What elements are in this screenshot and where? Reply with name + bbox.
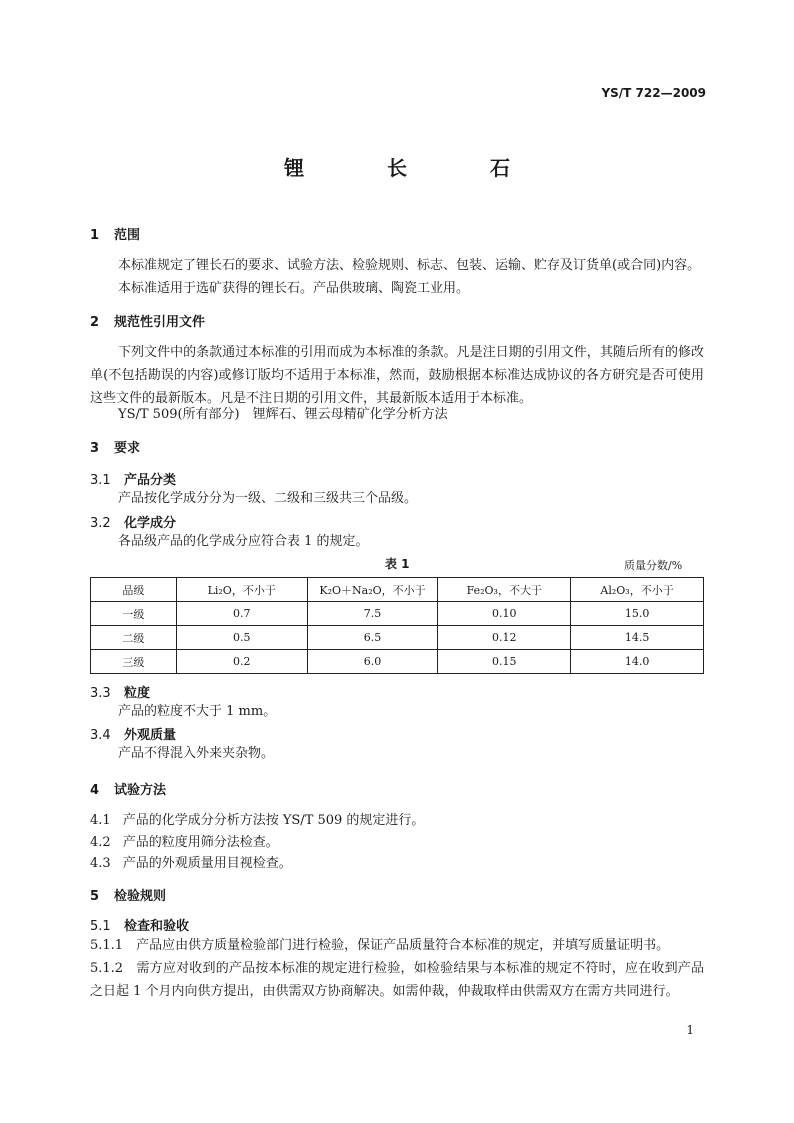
clause-text: 产品的粒度用筛分法检查。 (122, 835, 279, 850)
section-title: 要求 (114, 441, 141, 456)
table-cell: 一级 (91, 602, 177, 626)
page-number: 1 (686, 1023, 694, 1037)
header-k2o-na2o: K₂O＋Na₂O，不小于 (307, 578, 438, 602)
section-number: 1 (90, 228, 100, 243)
section-2-heading (90, 311, 205, 330)
subsection-title: 外观质量 (124, 728, 177, 743)
section-number: 3 (90, 441, 100, 456)
section-1-paragraph-1: 本标准规定了锂长石的要求、试验方法、检验规则、标志、包装、运输、贮存及订货单(或合同)内容。 (118, 258, 701, 273)
standard-code: YS/T 722—2009 (601, 86, 706, 100)
section-title: 检验规则 (114, 889, 167, 904)
clause-5-1-2 (90, 957, 704, 1003)
header-fe2o3: Fe₂O₃，不大于 (438, 578, 571, 602)
table-cell: 二级 (91, 626, 177, 650)
table-row (91, 602, 704, 626)
table-cell: 0.12 (438, 626, 571, 650)
table-cell: 14.5 (571, 626, 704, 650)
table-cell: 6.0 (307, 650, 438, 674)
clause-number: 4.1 (90, 813, 111, 828)
clause-4-2 (90, 831, 279, 850)
section-1-paragraph-2: 本标准适用于选矿获得的锂长石。产品供玻璃、陶瓷工业用。 (118, 281, 470, 296)
section-1-heading (90, 224, 140, 243)
subsection-number: 3.2 (90, 516, 111, 531)
section-3-heading (90, 437, 140, 456)
clause-4-1 (90, 809, 424, 828)
subsection-5-1-heading (90, 915, 189, 934)
clause-text: 产品应由供方质量检验部门进行检验，保证产品质量符合本标准的规定，并填写质量证明书。 (136, 938, 670, 953)
subsection-3-4-text: 产品不得混入外来夹杂物。 (118, 746, 275, 761)
subsection-3-1-text: 产品按化学成分分为一级、二级和三级共三个品级。 (118, 491, 418, 506)
section-5-heading (90, 885, 166, 904)
header-li2o: Li₂O，不小于 (176, 578, 307, 602)
subsection-number: 3.1 (90, 473, 111, 488)
section-title: 范围 (114, 228, 141, 243)
subsection-title: 产品分类 (124, 473, 177, 488)
section-2-paragraph: 下列文件中的条款通过本标准的引用而成为本标准的条款。凡是注日期的引用文件，其随后所有的修改单(不包括勘误的内容)或修订版均不适用于本标准，然而，鼓励根据本标准达成协议的各方研究是否可使用这些文件的最新版本。凡是不注日期的引用文件，其最新版本适用于本标准。 (90, 345, 704, 406)
section-number: 2 (90, 315, 100, 330)
subsection-3-3-heading (90, 682, 150, 701)
subsection-3-3-text: 产品的粒度不大于 1 mm。 (118, 704, 277, 719)
normative-reference: YS/T 509(所有部分) 锂辉石、锂云母精矿化学分析方法 (118, 407, 448, 422)
clause-number: 4.2 (90, 835, 111, 850)
table-unit: 质量分数/% (624, 559, 683, 572)
section-4-heading (90, 779, 166, 798)
subsection-title: 检查和验收 (124, 919, 190, 934)
clause-number: 4.3 (90, 856, 111, 871)
subsection-number: 3.4 (90, 728, 111, 743)
clause-5-1-1 (90, 934, 704, 957)
table-cell: 0.2 (176, 650, 307, 674)
chemical-composition-table (90, 577, 704, 674)
header-al2o3: Al₂O₃，不小于 (571, 578, 704, 602)
section-title: 规范性引用文件 (114, 315, 206, 330)
clause-text: 产品的化学成分分析方法按 YS/T 509 的规定进行。 (122, 813, 425, 828)
clause-text: 产品的外观质量用目视检查。 (122, 856, 292, 871)
clause-text: 需方应对收到的产品按本标准的规定进行检验，如检验结果与本标准的规定不符时，应在收到产品之日起 1 个月内向供方提出，由供需双方协商解决。如需仲裁，仲裁取样由供需双方在需方共同进行。 (90, 961, 704, 999)
clause-4-3 (90, 852, 292, 871)
table-cell: 0.15 (438, 650, 571, 674)
table-cell: 15.0 (571, 602, 704, 626)
document-title: 锂 长 石 (284, 156, 548, 180)
section-number: 5 (90, 889, 100, 904)
subsection-number: 3.3 (90, 686, 111, 701)
subsection-3-2-text: 各品级产品的化学成分应符合表 1 的规定。 (118, 534, 369, 549)
table-row (91, 626, 704, 650)
subsection-title: 化学成分 (124, 516, 177, 531)
table-cell: 0.7 (176, 602, 307, 626)
header-grade: 品级 (91, 578, 177, 602)
table-cell: 6.5 (307, 626, 438, 650)
section-title: 试验方法 (114, 783, 167, 798)
clause-number: 5.1.1 (90, 938, 124, 953)
subsection-number: 5.1 (90, 919, 111, 934)
subsection-3-1-heading (90, 469, 176, 488)
table-cell: 7.5 (307, 602, 438, 626)
table-cell: 三级 (91, 650, 177, 674)
subsection-3-2-heading (90, 512, 176, 531)
table-cell: 0.5 (176, 626, 307, 650)
clause-number: 5.1.2 (90, 961, 124, 976)
section-number: 4 (90, 783, 100, 798)
subsection-title: 粒度 (124, 686, 151, 701)
table-caption: 表 1 (385, 557, 410, 571)
table-cell: 14.0 (571, 650, 704, 674)
table-cell: 0.10 (438, 602, 571, 626)
subsection-3-4-heading (90, 724, 176, 743)
table-row (91, 650, 704, 674)
table-header-row (91, 578, 704, 602)
